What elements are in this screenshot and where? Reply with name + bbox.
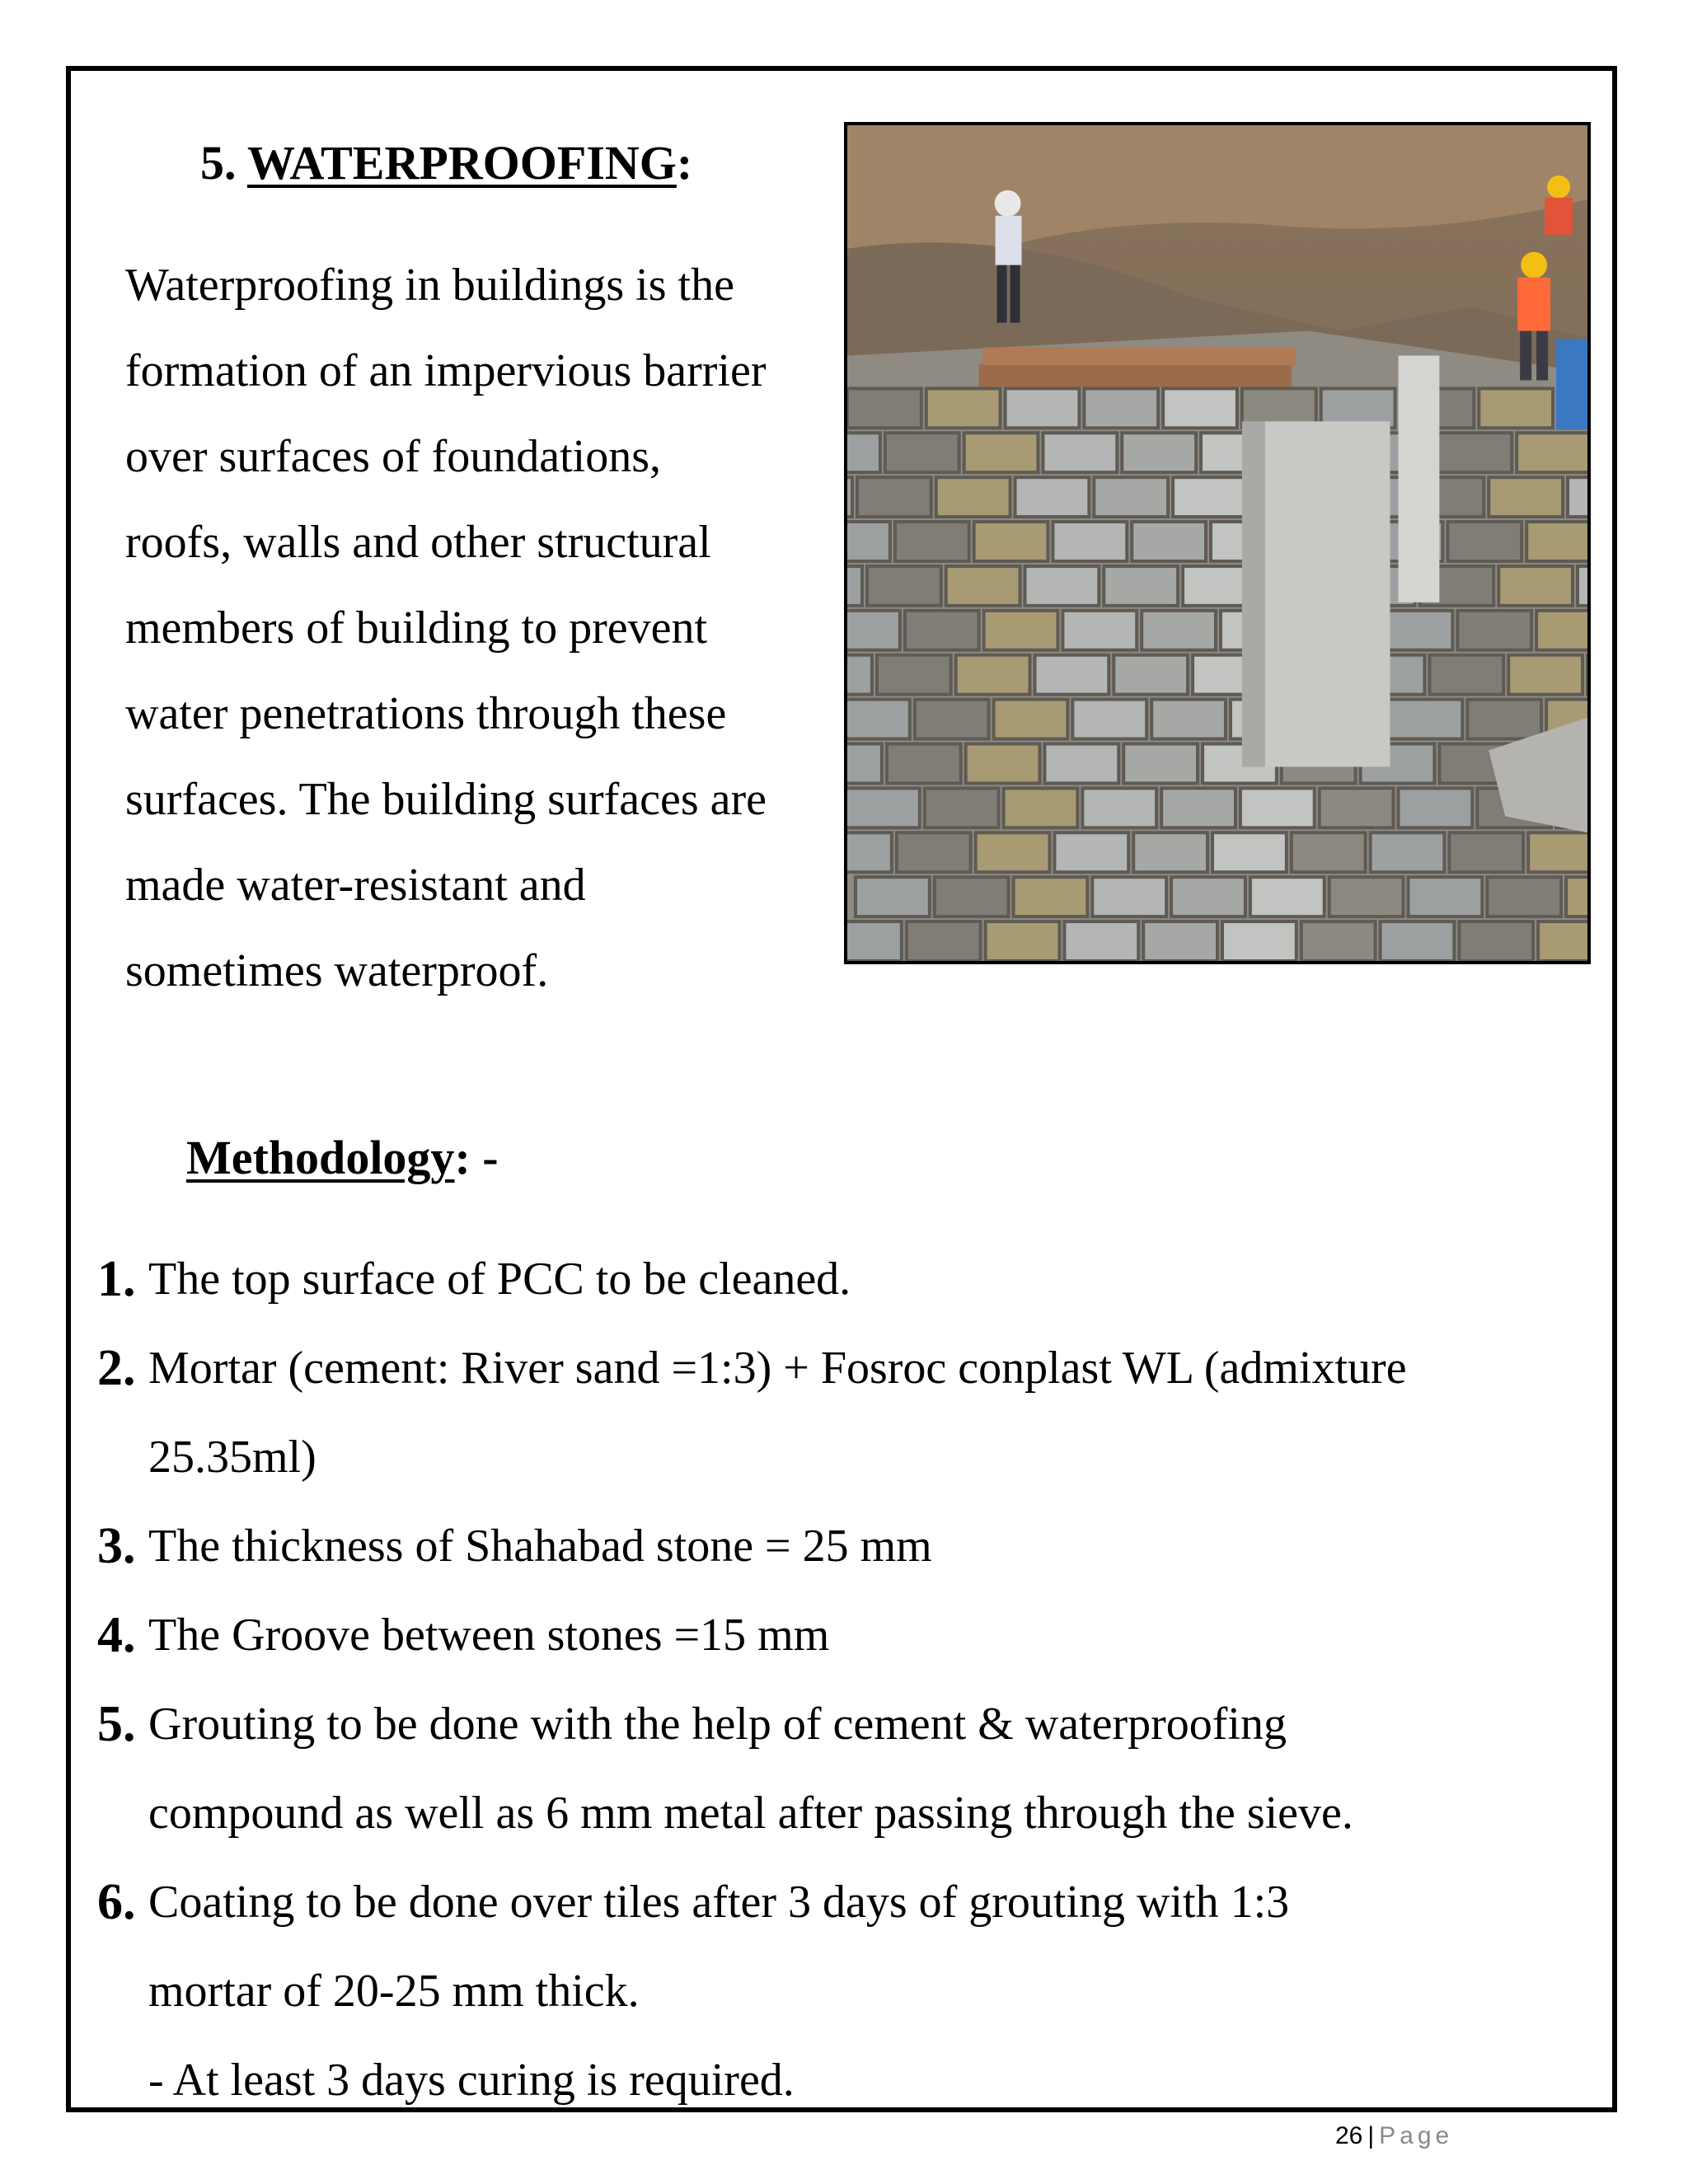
paver-tile xyxy=(1329,877,1404,916)
step-text-line: The Groove between stones =15 mm xyxy=(148,1610,830,1661)
paver-tile xyxy=(926,388,1001,428)
page-footer xyxy=(1335,2120,1453,2153)
paver-tile xyxy=(1044,744,1118,784)
paver-tile xyxy=(1449,832,1523,872)
paver-tile xyxy=(1371,832,1445,872)
paver-tile xyxy=(847,388,921,428)
paver-tile xyxy=(1487,877,1561,916)
paver-tile xyxy=(1212,832,1287,872)
paver-tile xyxy=(1447,522,1522,561)
paver-tile xyxy=(1015,477,1090,517)
step-3 xyxy=(97,1502,1581,1591)
paver-tile xyxy=(1072,700,1146,739)
paver-tile xyxy=(1437,433,1512,472)
site-photo-illustration xyxy=(847,125,1587,961)
paver-tile xyxy=(1054,832,1128,872)
paver-tile xyxy=(964,433,1039,472)
paver-tile xyxy=(847,433,880,472)
intro-paragraph xyxy=(125,242,851,1014)
section-number: 5. xyxy=(200,136,237,190)
paver-tile xyxy=(1222,921,1296,961)
paver-tile xyxy=(1142,611,1216,650)
paver-tile xyxy=(1084,388,1158,428)
paver-tile xyxy=(1132,522,1206,561)
paver-tile xyxy=(1498,566,1573,606)
paver-tile xyxy=(925,788,999,827)
paver-tile xyxy=(847,522,890,561)
paver-tile xyxy=(856,877,930,916)
step-2 xyxy=(97,1324,1581,1502)
methodology-suffix: : - xyxy=(454,1131,499,1184)
paver-tile xyxy=(847,700,910,739)
step-text-line: The thickness of Shahabad stone = 25 mm xyxy=(148,1521,932,1572)
step-number: 5. xyxy=(97,1696,136,1752)
paver-tile xyxy=(956,655,1030,695)
paver-tile xyxy=(1151,700,1226,739)
paver-tile xyxy=(1163,388,1237,428)
methodology-heading xyxy=(186,1125,499,1191)
intro-line: members of building to prevent xyxy=(125,602,708,654)
step-1 xyxy=(97,1235,1581,1324)
paver-tile xyxy=(1389,700,1463,739)
intro-line: surfaces. The building surfaces are xyxy=(125,774,767,825)
paver-tile xyxy=(877,655,951,695)
step-number: 6. xyxy=(97,1874,136,1930)
paver-tile xyxy=(867,566,941,606)
paver-tile xyxy=(974,522,1048,561)
paver-tile xyxy=(847,655,872,695)
footer-separator: | xyxy=(1367,2122,1375,2149)
step-text-line: - At least 3 days curing is required. xyxy=(148,2055,795,2106)
paver-tile xyxy=(1467,700,1541,739)
paver-tile xyxy=(1094,477,1168,517)
paver-tile xyxy=(1320,788,1394,827)
page-number: 26 xyxy=(1335,2122,1363,2149)
step-6 xyxy=(97,1858,1581,2125)
step-number: 4. xyxy=(97,1607,136,1663)
paver-tile xyxy=(1034,655,1109,695)
paver-tile xyxy=(915,700,989,739)
paver-tile xyxy=(1578,566,1587,606)
paver-tile xyxy=(1536,611,1587,650)
paver-tile xyxy=(1133,832,1207,872)
paver-tile xyxy=(946,566,1020,606)
paver-tile xyxy=(1064,921,1138,961)
step-text-line: Coating to be done over tiles after 3 days of grouting with 1:3 xyxy=(148,1877,1290,1928)
intro-line: sometimes waterproof. xyxy=(125,945,549,996)
paver-tile xyxy=(976,832,1050,872)
paver-tile xyxy=(1143,921,1217,961)
paver-tile xyxy=(1479,388,1553,428)
paver-tile xyxy=(1457,611,1531,650)
step-4 xyxy=(97,1591,1581,1680)
section-title-suffix: : xyxy=(676,136,693,190)
paver-tile xyxy=(994,700,1068,739)
site-photo xyxy=(844,122,1591,964)
paver-tile xyxy=(1459,921,1533,961)
paver-tile xyxy=(1122,433,1196,472)
paver-tile xyxy=(1240,788,1315,827)
paver-tile xyxy=(1014,877,1088,916)
paver-tile xyxy=(905,611,979,650)
paver-tile xyxy=(1114,655,1188,695)
paver-tile xyxy=(1508,655,1582,695)
intro-line: water penetrations through these xyxy=(125,688,727,739)
step-number: 3. xyxy=(97,1518,136,1574)
step-5 xyxy=(97,1680,1581,1858)
paver-tile xyxy=(887,744,961,784)
paver-tile xyxy=(1006,388,1080,428)
paver-tile xyxy=(885,433,959,472)
paver-tile xyxy=(1566,877,1587,916)
paver-tile xyxy=(1489,477,1563,517)
paver-tile xyxy=(1429,655,1503,695)
paver-tile xyxy=(1173,477,1247,517)
paver-tile xyxy=(847,744,882,784)
paver-tile xyxy=(1408,877,1482,916)
intro-line: Waterproofing in buildings is the xyxy=(125,260,734,311)
paver-tile xyxy=(907,921,981,961)
paver-tile xyxy=(1528,832,1587,872)
intro-line: made water-resistant and xyxy=(125,860,586,911)
paver-tile xyxy=(1025,566,1100,606)
paver-tile xyxy=(895,522,969,561)
paver-tile xyxy=(984,611,1058,650)
paver-tile xyxy=(1568,477,1587,517)
section-heading xyxy=(200,130,692,196)
step-text-line: 25.35ml) xyxy=(148,1432,316,1483)
paver-tile xyxy=(847,832,892,872)
worker-figure xyxy=(1545,176,1573,235)
intro-line: over surfaces of foundations, xyxy=(125,431,662,482)
step-text-line: mortar of 20-25 mm thick. xyxy=(148,1966,640,2017)
paver-tile xyxy=(847,788,920,827)
section-title: WATERPROOFING xyxy=(246,136,677,190)
paver-tile xyxy=(1092,877,1166,916)
intro-line: formation of an impervious barrier xyxy=(125,345,767,396)
paver-tile xyxy=(847,921,902,961)
paver-tile xyxy=(1381,921,1455,961)
step-number: 1. xyxy=(97,1251,136,1307)
paver-tile xyxy=(1250,877,1325,916)
paver-tile xyxy=(1301,921,1376,961)
paver-tile xyxy=(1517,433,1587,472)
paver-tile xyxy=(1062,611,1137,650)
paver-tile xyxy=(847,566,862,606)
paver-tile xyxy=(935,877,1009,916)
step-number: 2. xyxy=(97,1340,136,1396)
paver-tile xyxy=(857,477,931,517)
paver-tile xyxy=(1043,433,1117,472)
page-word: Page xyxy=(1379,2122,1454,2149)
paver-tile xyxy=(1123,744,1198,784)
paver-tile xyxy=(936,477,1010,517)
paver-tile xyxy=(1538,921,1587,961)
paver-tile xyxy=(897,832,971,872)
paver-tile xyxy=(1053,522,1127,561)
paver-tile xyxy=(986,921,1060,961)
paver-tile xyxy=(1104,566,1178,606)
paver-tile xyxy=(1171,877,1245,916)
paver-tile xyxy=(1526,522,1587,561)
paver-tile xyxy=(847,611,900,650)
paver-tile xyxy=(1004,788,1078,827)
paver-tile xyxy=(1161,788,1236,827)
step-text-line: Mortar (cement: River sand =1:3) + Fosroc conplast WL (admixture xyxy=(148,1343,1407,1394)
step-text-line: Grouting to be done with the help of cement & waterproofing xyxy=(148,1699,1287,1750)
paver-tile xyxy=(1292,832,1366,872)
paver-tile xyxy=(1082,788,1156,827)
paver-tile xyxy=(1399,788,1473,827)
step-text-line: compound as well as 6 mm metal after passing through the sieve. xyxy=(148,1788,1353,1839)
intro-line: roofs, walls and other structural xyxy=(125,517,711,568)
methodology-title: Methodology xyxy=(186,1131,455,1184)
paver-tile xyxy=(847,477,852,517)
paver-tile xyxy=(966,744,1040,784)
step-text-line: The top surface of PCC to be cleaned. xyxy=(148,1254,851,1305)
methodology-steps xyxy=(97,1235,1581,2125)
